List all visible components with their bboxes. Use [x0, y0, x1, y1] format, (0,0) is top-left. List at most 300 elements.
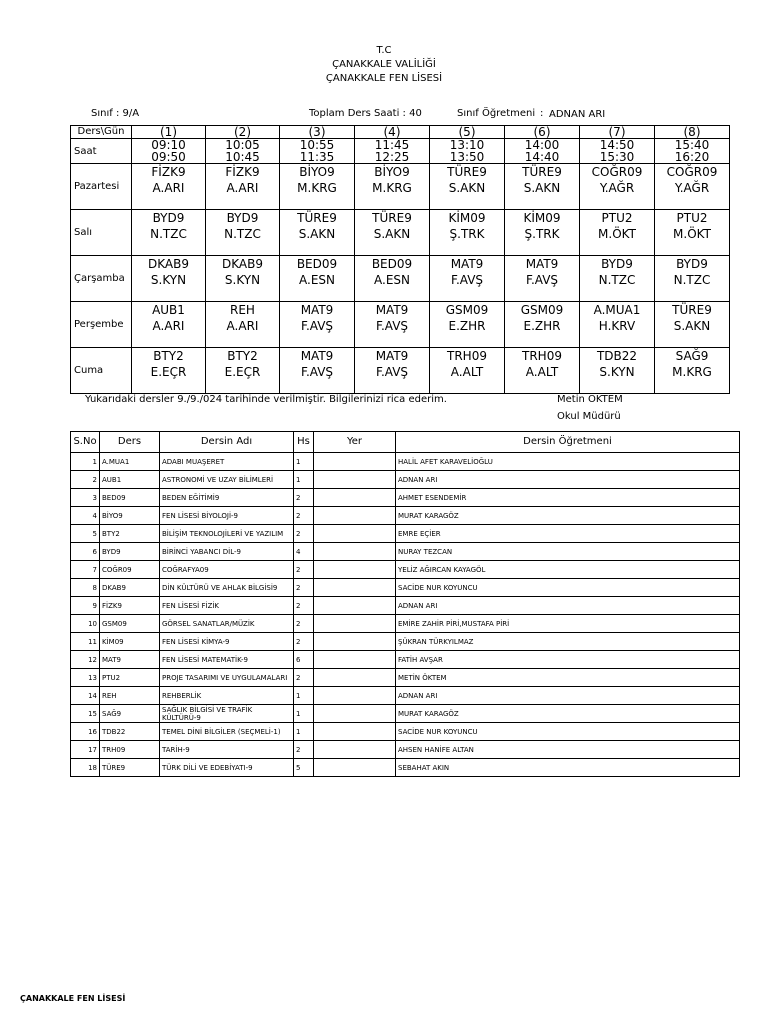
lesson-cell [206, 302, 280, 348]
course-room [314, 669, 396, 687]
course-hours: 2 [294, 741, 314, 759]
lesson-teacher: A.ALT [525, 365, 559, 379]
lesson-code: TDB22 [596, 349, 638, 363]
course-hours: 2 [294, 615, 314, 633]
course-name: BEDEN EĞİTİMİ9 [160, 489, 294, 507]
table-row [71, 669, 740, 687]
course-code: REH [100, 687, 160, 705]
day-row [71, 302, 730, 348]
course-teacher: EMRE EÇİER [396, 525, 740, 543]
course-room [314, 615, 396, 633]
course-hours: 2 [294, 507, 314, 525]
lesson-code: BİYO9 [299, 165, 335, 179]
day-row [71, 348, 730, 394]
lesson-cell [206, 348, 280, 394]
col-header-teacher: Dersin Öğretmeni [396, 432, 740, 453]
row-number: 13 [71, 669, 100, 687]
corner-label: Ders\Gün [71, 126, 132, 139]
lesson-cell [505, 164, 580, 210]
course-name: TARİH-9 [160, 741, 294, 759]
course-code: BYD9 [100, 543, 160, 561]
course-teacher: ŞÜKRAN TÜRKYILMAZ [396, 633, 740, 651]
table-row [71, 507, 740, 525]
row-number: 11 [71, 633, 100, 651]
lesson-cell [206, 164, 280, 210]
period-number: (6) [505, 126, 580, 139]
lesson-code: REH [230, 303, 255, 317]
course-hours: 5 [294, 759, 314, 777]
course-name: PROJE TASARIMI VE UYGULAMALARI [160, 669, 294, 687]
course-teacher: AHMET ESENDEMİR [396, 489, 740, 507]
lesson-teacher: M.ÖKT [598, 227, 636, 241]
period-time [580, 139, 655, 164]
period-number-row [71, 126, 730, 139]
lesson-code: TÜRE9 [522, 165, 562, 179]
lesson-teacher: S.AKN [373, 227, 411, 241]
course-hours: 2 [294, 669, 314, 687]
table-row [71, 579, 740, 597]
lesson-cell [206, 210, 280, 256]
lesson-teacher: F.AVŞ [375, 319, 409, 333]
course-teacher: NURAY TEZCAN [396, 543, 740, 561]
day-row [71, 164, 730, 210]
period-number: (7) [580, 126, 655, 139]
course-name: DİN KÜLTÜRÜ VE AHLAK BİLGİSİ9 [160, 579, 294, 597]
course-teacher: YELİZ AĞIRCAN KAYAGÖL [396, 561, 740, 579]
lesson-cell [206, 256, 280, 302]
lesson-cell [280, 348, 355, 394]
course-hours: 1 [294, 687, 314, 705]
table-row [71, 705, 740, 723]
principal-title: Okul Müdürü [557, 411, 621, 422]
lesson-teacher: Ş.TRK [524, 227, 560, 241]
lesson-teacher: S.KYN [150, 273, 187, 287]
lesson-cell [655, 164, 730, 210]
course-teacher: SEBAHAT AKIN [396, 759, 740, 777]
course-code: GSM09 [100, 615, 160, 633]
course-code: KİM09 [100, 633, 160, 651]
header-line-2: ÇANAKKALE VALİLİĞİ [332, 59, 436, 70]
lesson-teacher: A.ARI [226, 181, 259, 195]
lesson-cell [355, 210, 430, 256]
lesson-cell [430, 302, 505, 348]
header-line-1: T.C [376, 45, 392, 56]
period-time [280, 139, 355, 164]
row-number: 18 [71, 759, 100, 777]
row-number: 2 [71, 471, 100, 489]
lesson-code: SAĞ9 [675, 349, 709, 363]
course-code: FİZK9 [100, 597, 160, 615]
lesson-code: TÜRE9 [447, 165, 487, 179]
row-number: 1 [71, 453, 100, 471]
footer-school-name: ÇANAKKALE FEN LİSESİ [20, 994, 126, 1003]
course-code: TDB22 [100, 723, 160, 741]
lesson-teacher: A.ARI [226, 319, 259, 333]
course-room [314, 507, 396, 525]
lesson-teacher: F.AVŞ [300, 365, 334, 379]
course-teacher: MURAT KARAGÖZ [396, 507, 740, 525]
col-header-sno: S.No [71, 432, 100, 453]
course-teacher: METİN ÖKTEM [396, 669, 740, 687]
course-name: ASTRONOMİ VE UZAY BİLİMLERİ [160, 471, 294, 489]
day-name: Cuma [71, 348, 132, 394]
table-row [71, 525, 740, 543]
lesson-teacher: E.ZHR [523, 319, 561, 333]
row-number: 8 [71, 579, 100, 597]
row-number: 17 [71, 741, 100, 759]
lesson-code: BİYO9 [374, 165, 410, 179]
course-name: REHBERLİK [160, 687, 294, 705]
day-row [71, 210, 730, 256]
lesson-teacher: S.AKN [298, 227, 336, 241]
period-start: 09:10 [151, 138, 186, 152]
col-header-room: Yer [314, 432, 396, 453]
course-room [314, 687, 396, 705]
day-name: Perşembe [71, 302, 132, 348]
lesson-teacher: S.AKN [448, 181, 486, 195]
course-name: FEN LİSESİ KİMYA-9 [160, 633, 294, 651]
lesson-cell [655, 302, 730, 348]
lesson-code: TÜRE9 [372, 211, 412, 225]
lesson-cell [132, 302, 206, 348]
table-row [71, 489, 740, 507]
course-hours: 1 [294, 471, 314, 489]
lesson-cell [355, 348, 430, 394]
table-row [71, 561, 740, 579]
lesson-teacher: S.KYN [224, 273, 261, 287]
lesson-cell [355, 302, 430, 348]
lesson-code: GSM09 [445, 303, 489, 317]
lesson-teacher: H.KRV [598, 319, 636, 333]
course-code: TRH09 [100, 741, 160, 759]
period-start: 11:45 [374, 138, 410, 152]
lesson-teacher: N.TZC [673, 273, 711, 287]
lesson-cell [132, 164, 206, 210]
lesson-code: AUB1 [152, 303, 185, 317]
course-room [314, 579, 396, 597]
lesson-code: MAT9 [375, 349, 409, 363]
lesson-teacher: Y.AĞR [599, 181, 635, 195]
period-time [206, 139, 280, 164]
table-row [71, 759, 740, 777]
lesson-code: TRH09 [522, 349, 562, 363]
period-end: 09:50 [151, 150, 186, 164]
lesson-cell [430, 256, 505, 302]
lesson-teacher: A.ESN [299, 273, 335, 287]
lesson-teacher: E.EÇR [224, 365, 261, 379]
lesson-cell [430, 348, 505, 394]
row-number: 4 [71, 507, 100, 525]
lesson-teacher: N.TZC [224, 227, 261, 241]
lesson-cell [280, 256, 355, 302]
lesson-cell [132, 348, 206, 394]
course-code: BİYO9 [100, 507, 160, 525]
lesson-cell [280, 302, 355, 348]
course-teacher: EMİRE ZAHİR PİRİ,MUSTAFA PİRİ [396, 615, 740, 633]
lesson-code: A.MUA1 [593, 303, 641, 317]
period-number: (4) [355, 126, 430, 139]
lesson-code: BYD9 [601, 257, 633, 271]
period-start: 15:40 [674, 138, 710, 152]
course-name: TÜRK DİLİ VE EDEBİYATI-9 [160, 759, 294, 777]
course-hours: 2 [294, 633, 314, 651]
course-hours: 4 [294, 543, 314, 561]
period-number: (5) [430, 126, 505, 139]
course-name: GÖRSEL SANATLAR/MÜZİK [160, 615, 294, 633]
period-end: 15:30 [599, 150, 635, 164]
course-name: BİLİŞİM TEKNOLOJİLERİ VE YAZILIM [160, 525, 294, 543]
lesson-teacher: F.AVŞ [300, 319, 334, 333]
course-teacher: SACİDE NUR KOYUNCU [396, 579, 740, 597]
lesson-code: DKAB9 [222, 257, 263, 271]
lesson-teacher: A.ESN [374, 273, 410, 287]
course-name: ADABI MUAŞERET [160, 453, 294, 471]
lesson-teacher: F.AVŞ [375, 365, 409, 379]
course-room [314, 453, 396, 471]
course-teacher: MURAT KARAGÖZ [396, 705, 740, 723]
lesson-cell [580, 348, 655, 394]
course-room [314, 561, 396, 579]
lesson-cell [430, 210, 505, 256]
col-header-code: Ders [100, 432, 160, 453]
time-row [71, 139, 730, 164]
course-hours: 1 [294, 705, 314, 723]
lesson-code: KİM09 [523, 211, 561, 225]
course-teacher: SACİDE NUR KOYUNCU [396, 723, 740, 741]
period-number: (2) [206, 126, 280, 139]
lesson-code: BED09 [296, 257, 338, 271]
lesson-code: BYD9 [676, 257, 708, 271]
course-room [314, 759, 396, 777]
period-start: 13:10 [449, 138, 485, 152]
table-row [71, 723, 740, 741]
lesson-teacher: A.ALT [450, 365, 484, 379]
table-row [71, 597, 740, 615]
lesson-teacher: M.ÖKT [673, 227, 711, 241]
lesson-code: COĞR09 [591, 165, 643, 179]
period-time [355, 139, 430, 164]
lesson-code: COĞR09 [666, 165, 718, 179]
table-row [71, 633, 740, 651]
lesson-cell [655, 210, 730, 256]
table-row [71, 543, 740, 561]
row-number: 10 [71, 615, 100, 633]
lesson-teacher: A.ARI [152, 319, 185, 333]
lesson-teacher: Y.AĞR [674, 181, 710, 195]
course-code: SAĞ9 [100, 705, 160, 723]
lesson-cell [505, 256, 580, 302]
course-teacher: FATİH AVŞAR [396, 651, 740, 669]
lesson-cell [655, 256, 730, 302]
col-header-name: Dersin Adı [160, 432, 294, 453]
lesson-code: GSM09 [520, 303, 564, 317]
header-line-3: ÇANAKKALE FEN LİSESİ [325, 73, 443, 84]
lesson-code: TRH09 [447, 349, 487, 363]
course-code: BTY2 [100, 525, 160, 543]
period-number: (3) [280, 126, 355, 139]
course-code: MAT9 [100, 651, 160, 669]
row-number: 16 [71, 723, 100, 741]
doc-header [0, 44, 768, 86]
lesson-cell [655, 348, 730, 394]
period-end: 13:50 [449, 150, 485, 164]
lesson-cell [505, 348, 580, 394]
period-time [430, 139, 505, 164]
period-start: 14:50 [599, 138, 635, 152]
course-room [314, 723, 396, 741]
period-number: (8) [655, 126, 730, 139]
lesson-cell [580, 256, 655, 302]
course-name: FEN LİSESİ MATEMATİK-9 [160, 651, 294, 669]
course-hours: 1 [294, 453, 314, 471]
lesson-teacher: E.ZHR [448, 319, 486, 333]
course-teacher: ADNAN ARI [396, 471, 740, 489]
class-label: Sınıf : 9/A [91, 108, 140, 119]
course-room [314, 741, 396, 759]
course-name: FEN LİSESİ BİYOLOJİ-9 [160, 507, 294, 525]
course-code: COĞR09 [100, 561, 160, 579]
lesson-code: BYD9 [226, 211, 259, 225]
lesson-cell [280, 164, 355, 210]
day-name: Salı [71, 210, 132, 256]
lesson-cell [355, 164, 430, 210]
table-row [71, 741, 740, 759]
lesson-code: MAT9 [525, 257, 559, 271]
course-list-table [70, 431, 740, 777]
course-name: BİRİNCİ YABANCI DİL-9 [160, 543, 294, 561]
lesson-cell [505, 210, 580, 256]
course-code: DKAB9 [100, 579, 160, 597]
course-name: COĞRAFYA09 [160, 561, 294, 579]
period-end: 12:25 [374, 150, 410, 164]
period-time [505, 139, 580, 164]
course-code: AUB1 [100, 471, 160, 489]
lesson-teacher: M.KRG [672, 365, 712, 379]
weekly-timetable [70, 125, 730, 394]
course-name: FEN LİSESİ FİZİK [160, 597, 294, 615]
lesson-cell [430, 164, 505, 210]
lesson-teacher: N.TZC [150, 227, 187, 241]
course-teacher: ADNAN ARI [396, 687, 740, 705]
table-row [71, 615, 740, 633]
period-end: 14:40 [524, 150, 560, 164]
saat-label: Saat [71, 139, 132, 164]
table-row [71, 687, 740, 705]
row-number: 5 [71, 525, 100, 543]
table-row [71, 651, 740, 669]
course-room [314, 651, 396, 669]
notice-text: Yukarıdaki dersler 9./9./024 tarihinde verilmiştir. Bilgilerinizi rica ederim. [85, 394, 447, 405]
course-table-header [71, 432, 740, 453]
lesson-teacher: F.AVŞ [525, 273, 559, 287]
lesson-code: BED09 [371, 257, 413, 271]
lesson-cell [505, 302, 580, 348]
lesson-cell [132, 210, 206, 256]
lesson-cell [132, 256, 206, 302]
lesson-teacher: A.ARI [152, 181, 185, 195]
course-room [314, 471, 396, 489]
lesson-cell [580, 210, 655, 256]
course-teacher: HALİL AFET KARAVELİOĞLU [396, 453, 740, 471]
lesson-teacher: F.AVŞ [450, 273, 484, 287]
lesson-cell [280, 210, 355, 256]
course-room [314, 489, 396, 507]
course-hours: 2 [294, 561, 314, 579]
lesson-teacher: S.AKN [523, 181, 561, 195]
row-number: 9 [71, 597, 100, 615]
lesson-code: KİM09 [448, 211, 486, 225]
course-room [314, 525, 396, 543]
period-end: 16:20 [674, 150, 710, 164]
period-time [655, 139, 730, 164]
period-end: 10:45 [225, 150, 260, 164]
course-code: BED09 [100, 489, 160, 507]
lesson-cell [355, 256, 430, 302]
course-hours: 2 [294, 597, 314, 615]
lesson-code: TÜRE9 [672, 303, 712, 317]
lesson-teacher: Ş.TRK [449, 227, 485, 241]
period-start: 10:05 [225, 138, 260, 152]
class-teacher-label: Sınıf Öğretmeni [457, 108, 536, 119]
lesson-code: DKAB9 [148, 257, 189, 271]
period-start: 14:00 [524, 138, 560, 152]
course-code: A.MUA1 [100, 453, 160, 471]
row-number: 12 [71, 651, 100, 669]
lesson-cell [580, 164, 655, 210]
lesson-code: BTY2 [227, 349, 258, 363]
period-end: 11:35 [299, 150, 335, 164]
class-teacher-sep: : [540, 108, 544, 119]
course-room [314, 705, 396, 723]
day-name: Çarşamba [71, 256, 132, 302]
lesson-code: FİZK9 [151, 165, 186, 179]
lesson-teacher: S.AKN [673, 319, 711, 333]
lesson-code: MAT9 [450, 257, 484, 271]
col-header-hours: Hs [294, 432, 314, 453]
course-code: PTU2 [100, 669, 160, 687]
lesson-teacher: M.KRG [297, 181, 337, 195]
course-teacher: ADNAN ARI [396, 597, 740, 615]
course-room [314, 543, 396, 561]
total-hours-label: Toplam Ders Saati : 40 [309, 108, 422, 119]
lesson-code: TÜRE9 [297, 211, 337, 225]
lesson-code: MAT9 [300, 349, 334, 363]
lesson-code: PTU2 [601, 211, 633, 225]
lesson-cell [580, 302, 655, 348]
table-row [71, 471, 740, 489]
course-code: TÜRE9 [100, 759, 160, 777]
row-number: 6 [71, 543, 100, 561]
lesson-code: FİZK9 [225, 165, 260, 179]
row-number: 7 [71, 561, 100, 579]
lesson-teacher: E.EÇR [150, 365, 187, 379]
row-number: 15 [71, 705, 100, 723]
course-room [314, 597, 396, 615]
table-row [71, 453, 740, 471]
day-name: Pazartesi [71, 164, 132, 210]
course-hours: 2 [294, 489, 314, 507]
lesson-code: BYD9 [152, 211, 185, 225]
period-number: (1) [132, 126, 206, 139]
lesson-code: MAT9 [375, 303, 409, 317]
row-number: 3 [71, 489, 100, 507]
period-start: 10:55 [299, 138, 335, 152]
course-hours: 2 [294, 579, 314, 597]
course-hours: 6 [294, 651, 314, 669]
lesson-teacher: S.KYN [599, 365, 635, 379]
lesson-teacher: N.TZC [598, 273, 636, 287]
principal-name: Metin ÖKTEM [557, 394, 623, 405]
